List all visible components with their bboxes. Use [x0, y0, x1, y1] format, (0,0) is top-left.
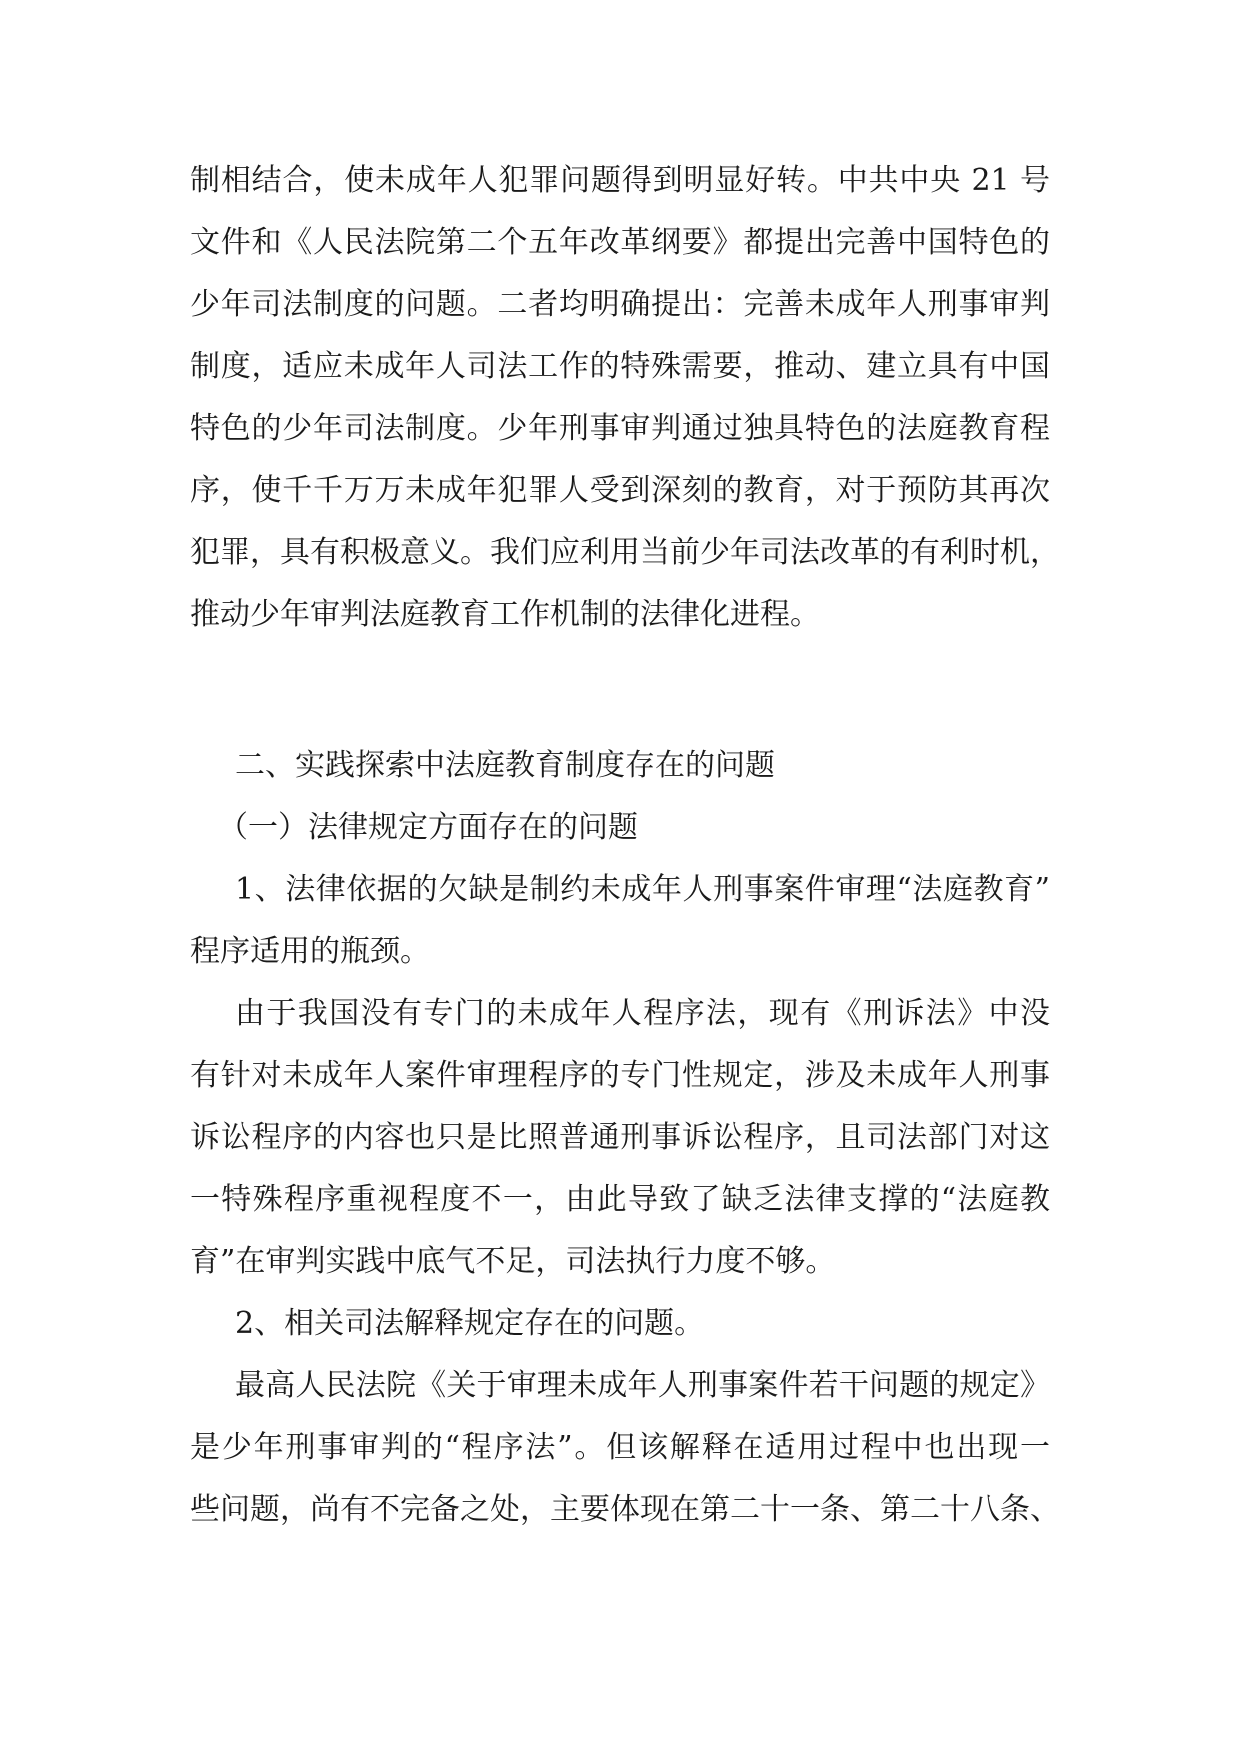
subsection-heading: （一）法律规定方面存在的问题: [218, 810, 638, 845]
text-line: 些问题，尚有不完备之处，主要体现在第二十一条、第二十八条、: [190, 1492, 1060, 1527]
text-line: 序，使千千万万未成年犯罪人受到深刻的教育，对于预防其再次: [190, 473, 1050, 508]
section-heading: 二、实践探索中法庭教育制度存在的问题: [235, 748, 775, 783]
item-2-block: [190, 1293, 1050, 1355]
item-1: [190, 859, 1050, 983]
text-line: 最高人民法院《关于审理未成年人刑事案件若干问题的规定》: [235, 1368, 1050, 1403]
paragraph-1: [190, 150, 1060, 646]
text-line: 制度，适应未成年人司法工作的特殊需要，推动、建立具有中国: [190, 349, 1050, 384]
text-line: 制相结合，使未成年人犯罪问题得到明显好转。中共中央 21 号: [190, 163, 1050, 198]
text-line: 由于我国没有专门的未成年人程序法，现有《刑诉法》中没: [235, 996, 1050, 1031]
paragraph-3: [190, 1355, 1060, 1541]
subsection-heading-block: [190, 797, 1050, 859]
text-line: 育”在审判实践中底气不足，司法执行力度不够。: [190, 1244, 836, 1279]
text-line: 推动少年审判法庭教育工作机制的法律化进程。: [190, 597, 820, 632]
text-line: 特色的少年司法制度。少年刑事审判通过独具特色的法庭教育程: [190, 411, 1050, 446]
item-2: 2、相关司法解释规定存在的问题。: [235, 1306, 705, 1341]
text-line: 文件和《人民法院第二个五年改革纲要》都提出完善中国特色的: [190, 225, 1050, 260]
text-line: 犯罪，具有积极意义。我们应利用当前少年司法改革的有利时机，: [190, 535, 1060, 570]
text-line: 一特殊程序重视程度不一，由此导致了缺乏法律支撑的“法庭教: [190, 1182, 1050, 1217]
paragraph-2: [190, 983, 1050, 1293]
text-line: 少年司法制度的问题。二者均明确提出：完善未成年人刑事审判: [190, 287, 1050, 322]
text-line: 诉讼程序的内容也只是比照普通刑事诉讼程序，且司法部门对这: [190, 1120, 1050, 1155]
section-heading-block: [190, 735, 1050, 797]
text-line: 1、法律依据的欠缺是制约未成年人刑事案件审理“法庭教育”: [235, 872, 1050, 907]
text-line: 有针对未成年人案件审理程序的专门性规定，涉及未成年人刑事: [190, 1058, 1050, 1093]
text-line: 程序适用的瓶颈。: [190, 934, 430, 969]
text-line: 是少年刑事审判的“程序法”。但该解释在适用过程中也出现一: [190, 1430, 1050, 1465]
